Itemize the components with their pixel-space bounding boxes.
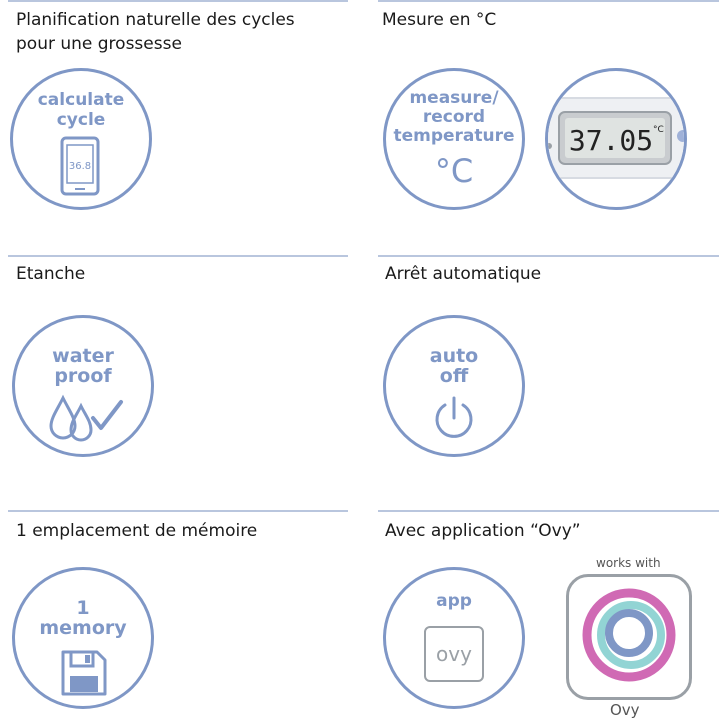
celsius-unit: °C (434, 152, 474, 190)
measure-temperature-badge (383, 68, 525, 210)
title-line: pour une grossesse (16, 34, 182, 54)
works-with-label: works with (596, 556, 661, 570)
display-unit: °C (653, 125, 664, 135)
badge-text: off (439, 365, 469, 387)
section-title-app: Avec application “Ovy” (385, 521, 581, 541)
memory-badge (12, 567, 154, 709)
ovy-app-label: ovy (436, 642, 472, 666)
section-title-waterproof: Etanche (16, 264, 86, 284)
thermometer-display-photo (545, 68, 687, 210)
badge-text: water (52, 345, 114, 367)
display-value: 37.05 (568, 124, 654, 157)
thermometer-display (545, 68, 687, 210)
badge-text: app (436, 591, 472, 611)
smartphone-icon (61, 137, 101, 197)
water-drops-check-icon (49, 392, 129, 442)
badge-text: measure/ (409, 88, 499, 108)
section-title-cycle (16, 8, 295, 56)
badge-text: temperature (393, 126, 515, 146)
waterproof-badge (12, 315, 154, 457)
divider (8, 0, 348, 2)
badge-text: record (422, 107, 486, 127)
app-badge (383, 567, 525, 709)
ovy-app-icon (566, 574, 692, 700)
section-title-temperature: Mesure en °C (382, 10, 497, 30)
badge-text: proof (54, 365, 112, 387)
section-title-auto-off: Arrêt automatique (385, 264, 542, 284)
badge-text: auto (429, 345, 479, 367)
auto-off-badge (383, 315, 525, 457)
title-line: Planification naturelle des cycles (16, 10, 295, 30)
badge-text: 1 (76, 597, 90, 619)
divider (378, 255, 719, 257)
phone-value: 36.8 (68, 161, 92, 172)
floppy-disk-icon (61, 650, 107, 696)
divider (378, 510, 719, 512)
badge-text: calculate (37, 90, 125, 110)
section-title-memory: 1 emplacement de mémoire (16, 521, 258, 541)
ovy-app-box (424, 626, 484, 682)
badge-text: memory (39, 617, 127, 639)
divider (8, 255, 348, 257)
ovy-app-name: Ovy (610, 701, 640, 719)
calculate-cycle-badge (10, 68, 152, 210)
ovy-logo-icon (569, 577, 689, 697)
badge-text: cycle (56, 110, 106, 130)
power-icon (432, 396, 476, 442)
divider (378, 0, 719, 2)
divider (8, 510, 348, 512)
